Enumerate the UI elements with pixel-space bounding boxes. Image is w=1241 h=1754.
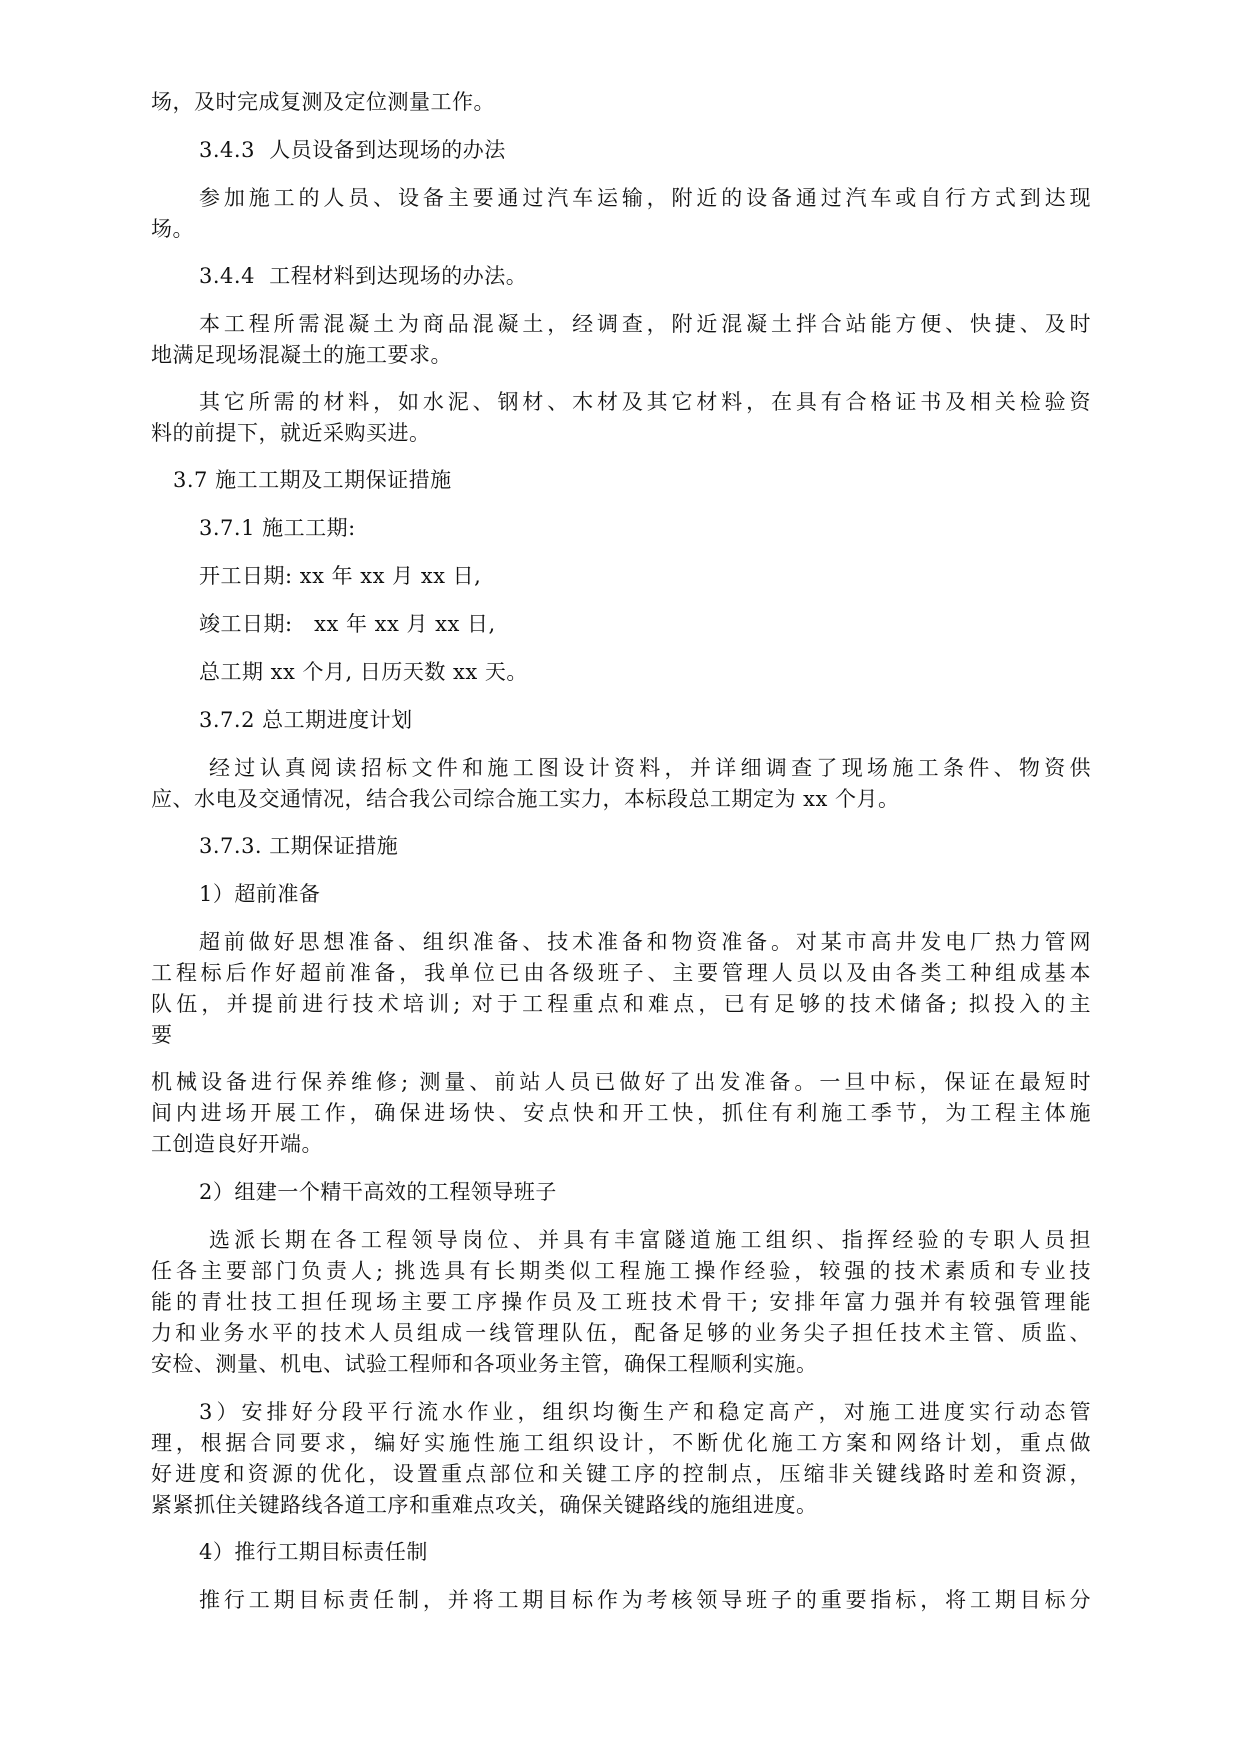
- paragraph-line: 机械设备进行保养维修; 测量、前站人员已做好了出发准备。一旦中标，保证在最短时: [151, 1070, 1091, 1094]
- paragraph-line: 任各主要部门负责人; 挑选具有长期类似工程施工操作经验，较强的技术素质和专业技: [151, 1259, 1091, 1283]
- paragraph-line: 工创造良好开端。: [151, 1132, 323, 1156]
- paragraph-line: 队伍，并提前进行技术培训; 对于工程重点和难点，已有足够的技术储备; 拟投入的主: [151, 992, 1091, 1016]
- paragraph-line: 参加施工的人员、设备主要通过汽车运输，附近的设备通过汽车或自行方式到达现: [199, 186, 1091, 210]
- section-heading: 3.4.4 工程材料到达现场的办法。: [199, 264, 528, 288]
- paragraph-line: 好进度和资源的优化，设置重点部位和关键工序的控制点，压缩非关键线路时差和资源，: [151, 1462, 1091, 1486]
- paragraph-line: 料的前提下，就近采购买进。: [151, 421, 431, 445]
- paragraph-line: 力和业务水平的技术人员组成一线管理队伍，配备足够的业务尖子担任技术主管、质监、: [151, 1321, 1091, 1345]
- subsection-heading: 3.7.3. 工期保证措施: [199, 834, 399, 858]
- start-date-line: 开工日期: xx 年 xx 月 xx 日,: [199, 564, 482, 588]
- paragraph-line: 紧紧抓住关键路线各道工序和重难点攻关，确保关键路线的施组进度。: [151, 1493, 818, 1517]
- paragraph-line: 间内进场开展工作，确保进场快、安点快和开工快，抓住有利施工季节，为工程主体施: [151, 1101, 1091, 1125]
- paragraph-line: 本工程所需混凝土为商品混凝土，经调查，附近混凝土拌合站能方便、快捷、及时: [199, 312, 1091, 336]
- paragraph-line: 3）安排好分段平行流水作业，组织均衡生产和稳定高产，对施工进度实行动态管: [199, 1400, 1091, 1424]
- paragraph-line: 应、水电及交通情况，结合我公司综合施工实力，本标段总工期定为 xx 个月。: [151, 787, 900, 811]
- paragraph-line: 其它所需的材料，如水泥、钢材、木材及其它材料，在具有合格证书及相关检验资: [199, 390, 1091, 414]
- item-heading: 2）组建一个精干高效的工程领导班子: [199, 1180, 557, 1204]
- completion-date-line: 竣工日期: xx 年 xx 月 xx 日,: [199, 612, 496, 636]
- paragraph-line: 能的青壮技工担任现场主要工序操作员及工班技术骨干; 安排年富力强并有较强管理能: [151, 1290, 1091, 1314]
- paragraph-line: 超前做好思想准备、组织准备、技术准备和物资准备。对某市高井发电厂热力管网: [199, 930, 1091, 954]
- section-heading: 3.7 施工工期及工期保证措施: [173, 468, 452, 492]
- paragraph-line: 要: [151, 1023, 173, 1047]
- subsection-heading: 3.7.2 总工期进度计划: [199, 708, 413, 732]
- paragraph-line: 工程标后作好超前准备，我单位已由各级班子、主要管理人员以及由各类工种组成基本: [151, 961, 1091, 985]
- paragraph-line: 经过认真阅读招标文件和施工图设计资料，并详细调查了现场施工条件、物资供: [209, 756, 1091, 780]
- total-duration-line: 总工期 xx 个月, 日历天数 xx 天。: [199, 660, 528, 684]
- item-heading: 1）超前准备: [199, 882, 321, 906]
- section-heading: 3.4.3 人员设备到达现场的办法: [199, 138, 506, 162]
- paragraph-line: 场。: [151, 217, 194, 241]
- text-line: 场，及时完成复测及定位测量工作。: [151, 90, 495, 114]
- paragraph-line: 选派长期在各工程领导岗位、并具有丰富隧道施工组织、指挥经验的专职人员担: [209, 1228, 1091, 1252]
- paragraph-line: 安检、测量、机电、试验工程师和各项业务主管，确保工程顺利实施。: [151, 1352, 818, 1376]
- paragraph-line: 地满足现场混凝土的施工要求。: [151, 343, 452, 367]
- paragraph-line: 推行工期目标责任制，并将工期目标作为考核领导班子的重要指标，将工期目标分: [199, 1588, 1091, 1612]
- item-heading: 4）推行工期目标责任制: [199, 1540, 428, 1564]
- subsection-heading: 3.7.1 施工工期:: [199, 516, 356, 540]
- paragraph-line: 理，根据合同要求，编好实施性施工组织设计，不断优化施工方案和网络计划，重点做: [151, 1431, 1091, 1455]
